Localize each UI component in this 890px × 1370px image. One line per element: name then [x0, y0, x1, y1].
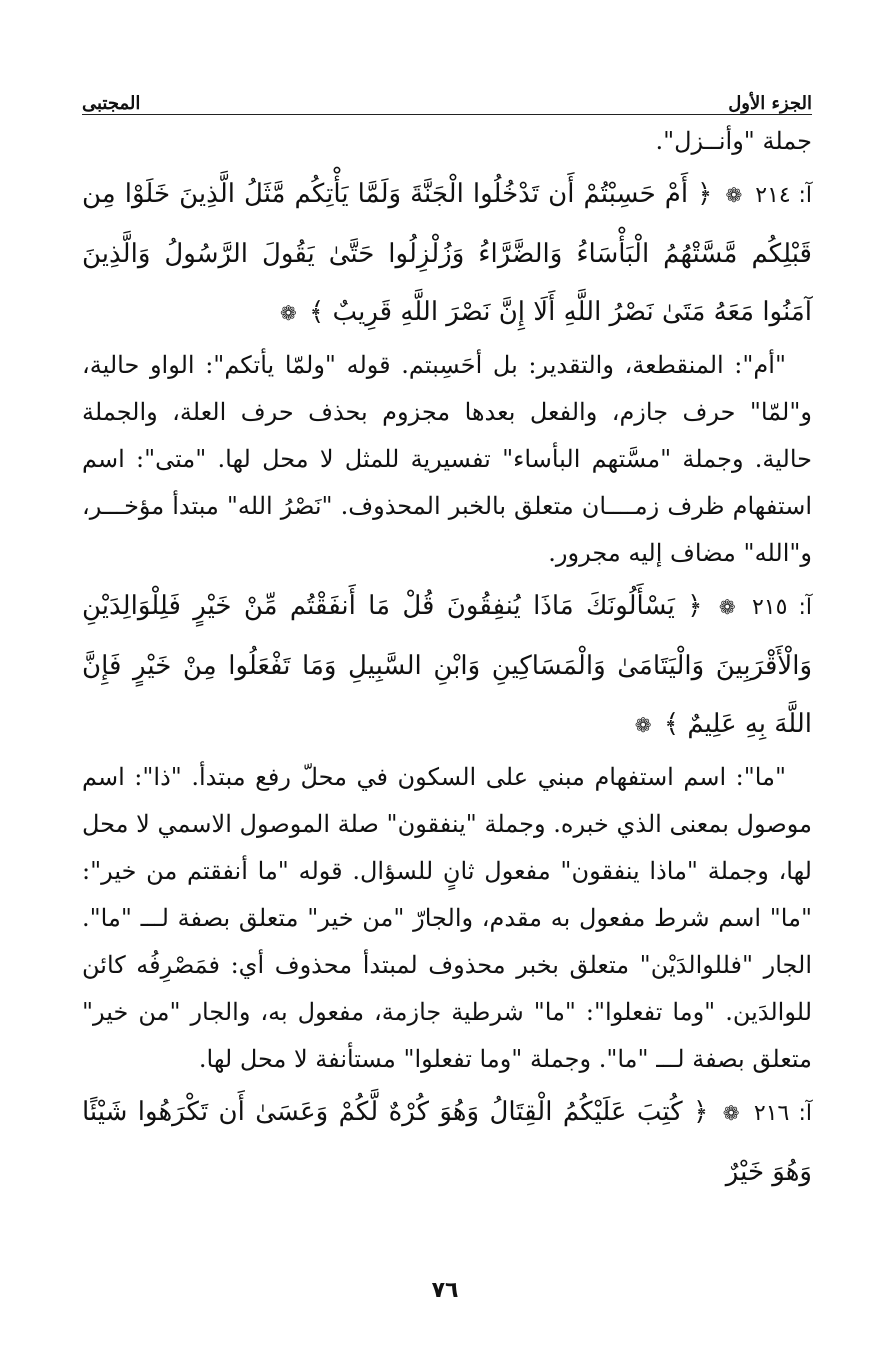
verse-close-bracket: ﴾ — [309, 297, 325, 327]
verse-number: آ: ٢١٤ — [755, 183, 812, 208]
verse-number: آ: ٢١٥ — [751, 595, 813, 620]
commentary-paragraph: "أم": المنقطعة، والتقدير: بل أحَسِبتم. قوله "ولمّا يأتكم": الواو حالية، و"لمّا" حرف جازم، والفعل بعدها مجزوم بحذف حرف العلة، والجملة حالية. وجملة "مسَّتهم البأساء" تفسيرية للمثل لا محل لها. "متى": اسم استفهام ظرف زمــــان متعلق بالخبر المحذوف. "نَصْرُ الله" مبتدأ مؤخـــر، و"الله" مضاف إليه مجرور. — [82, 351, 812, 567]
flower-ornament-icon: ❁ — [725, 183, 743, 207]
page-number: ٧٦ — [431, 1278, 459, 1303]
header-rule — [82, 114, 812, 115]
text-line: جملة "وأنــزل". — [655, 127, 812, 155]
verse-number: آ: ٢١٦ — [753, 1101, 813, 1126]
flower-ornament-icon: ❁ — [634, 713, 652, 737]
running-head-book: المجتبى — [82, 93, 141, 114]
verse-text: أَمْ حَسِبْتُمْ أَن تَدْخُلُوا الْجَنَّةَ وَلَمَّا يَأْتِكُم مَّثَلُ الَّذِينَ خَلَوْا مِن قَبْلِكُم مَّسَّتْهُمُ الْبَأْسَاءُ وَالضَّرَّاءُ وَزُلْزِلُوا حَتَّىٰ يَقُولَ الرَّسُولُ وَالَّذِينَ آمَنُوا مَعَهُ مَتَىٰ نَصْرُ اللَّهِ أَلَا إِنَّ نَصْرَ اللَّهِ قَرِيبٌ — [82, 179, 812, 327]
verse-open-bracket: ﴿ — [687, 591, 703, 621]
verse-open-bracket: ﴿ — [697, 179, 713, 209]
page-body — [82, 118, 812, 1201]
running-head-part: الجزء الأول — [728, 93, 812, 114]
flower-ornament-icon: ❁ — [280, 301, 297, 325]
verse-216 — [82, 1083, 812, 1201]
running-head — [82, 84, 812, 114]
verse-text: يَسْأَلُونَكَ مَاذَا يُنفِقُونَ قُلْ مَا أَنفَقْتُم مِّنْ خَيْرٍ فَلِلْوَالِدَيْنِ وَالْأَقْرَبِينَ وَالْيَتَامَىٰ وَالْمَسَاكِينِ وَابْنِ السَّبِيلِ وَمَا تَفْعَلُوا مِنْ خَيْرٍ فَإِنَّ اللَّهَ بِهِ عَلِيمٌ — [82, 591, 812, 739]
flower-ornament-icon: ❁ — [722, 1101, 740, 1125]
verse-close-bracket: ﴾ — [663, 709, 680, 739]
flower-ornament-icon: ❁ — [718, 595, 736, 619]
verse-open-bracket: ﴿ — [693, 1097, 709, 1127]
verse-215 — [82, 577, 812, 754]
commentary-paragraph: "ما": اسم استفهام مبني على السكون في محلّ رفع مبتدأ. "ذا": اسم موصول بمعنى الذي خبره. وجملة "ينفقون" صلة الموصول الاسمي لا محل لها، وجملة "ماذا ينفقون" مفعول ثانٍ للسؤال. قوله "ما أنفقتم من خير": "ما" اسم شرط مفعول به مقدم، والجارّ "من خير" متعلق بصفة لـــ "ما". الجار "فللوالدَيْن" متعلق بخبر محذوف لمبتدأ محذوف أي: فمَصْرِفُه كائن للوالدَين. "وما تفعلوا": "ما" شرطية جازمة، مفعول به، والجار "من خير" متعلق بصفة لـــ "ما". وجملة "وما تفعلوا" مستأنفة لا محل لها. — [82, 763, 812, 1073]
verse-214 — [82, 165, 812, 342]
verse-text: كُتِبَ عَلَيْكُمُ الْقِتَالُ وَهُوَ كُرْهٌ لَّكُمْ وَعَسَىٰ أَن تَكْرَهُوا شَيْئًا وَهُوَ خَيْرٌ — [82, 1097, 812, 1187]
